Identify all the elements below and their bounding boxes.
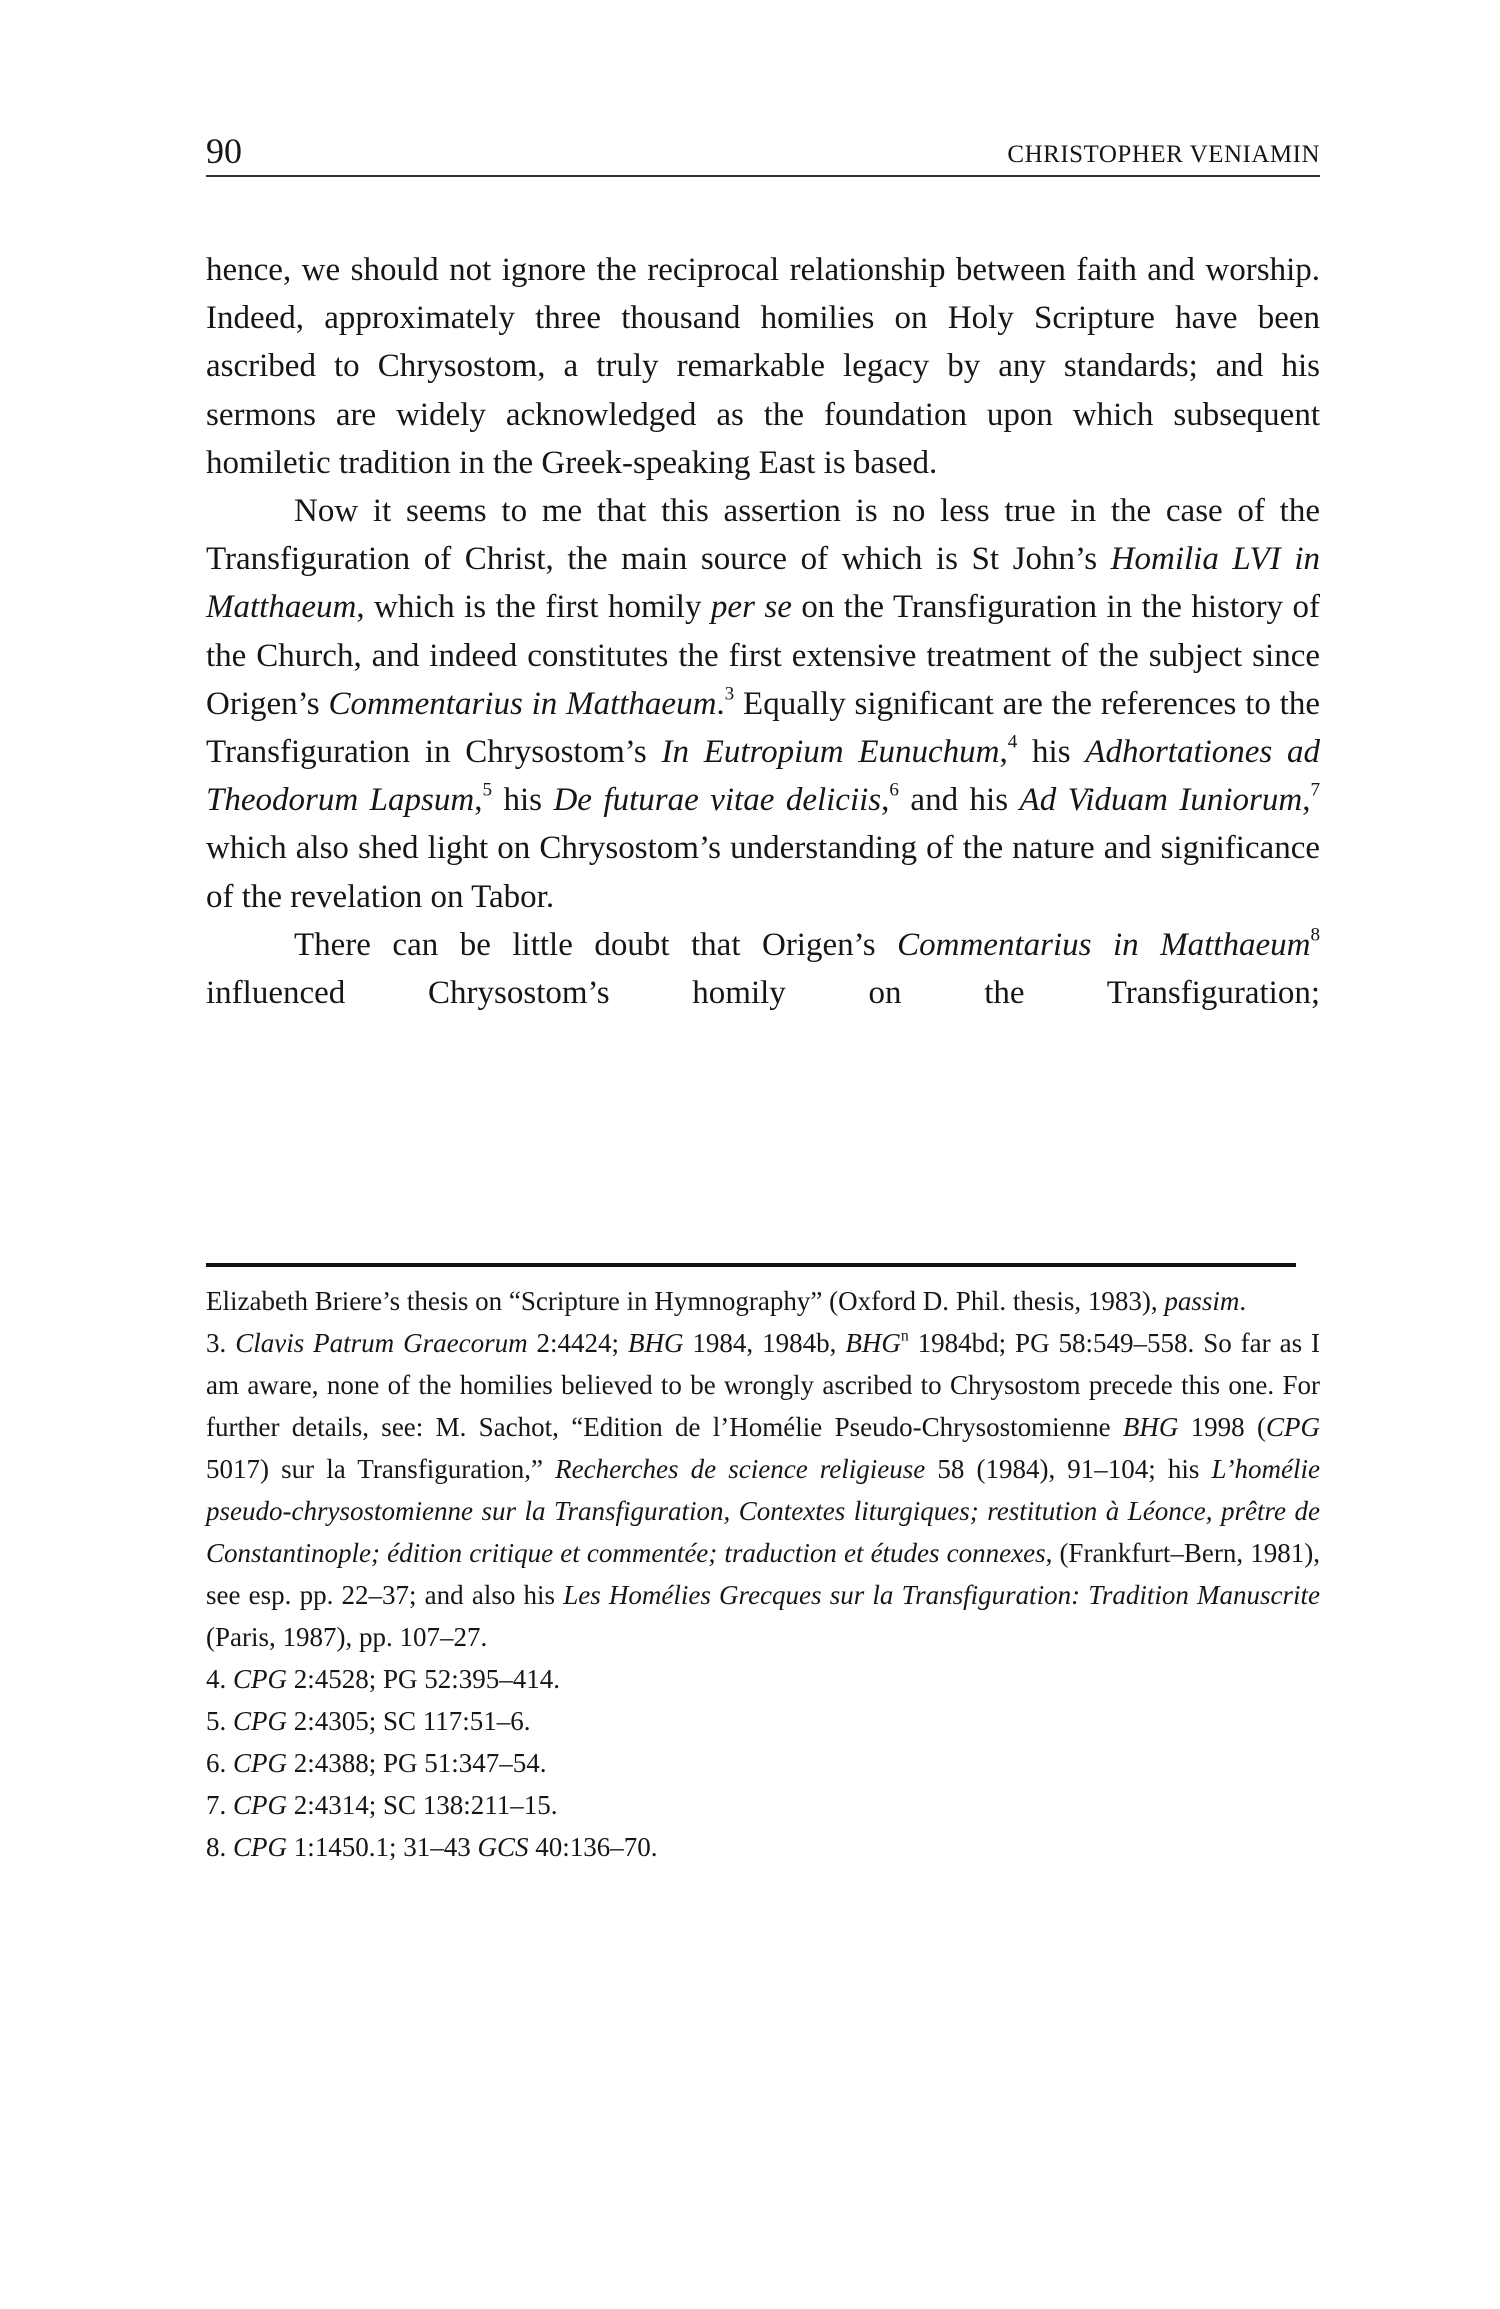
footnote-8: 8. CPG 1:1450.1; 31–43 GCS 40:136–70. bbox=[206, 1832, 658, 1862]
work-title: In Eutropium Eunuchum bbox=[661, 734, 1000, 771]
footnotes bbox=[206, 1280, 1320, 1868]
running-head bbox=[206, 128, 1320, 174]
work-title: Commentarius in Matthaeum bbox=[897, 926, 1311, 963]
footnote-ref-4[interactable]: 4 bbox=[1007, 731, 1018, 753]
footnote-number: 8. bbox=[206, 1832, 233, 1862]
footnote-6: 6. CPG 2:4388; PG 51:347–54. bbox=[206, 1748, 547, 1778]
footnote-ref-5[interactable]: 5 bbox=[482, 779, 492, 801]
work-title: Adhortationes ad Theodorum Lapsum bbox=[206, 734, 1320, 819]
latin-phrase: per se bbox=[710, 589, 792, 626]
footnote-7: 7. CPG 2:4314; SC 138:211–15. bbox=[206, 1790, 558, 1820]
footnote-5: 5. CPG 2:4305; SC 117:51–6. bbox=[206, 1706, 531, 1736]
main-text bbox=[206, 246, 1320, 1017]
work-title: Commentarius in Matthaeum bbox=[328, 685, 717, 722]
paragraph-3: There can be little doubt that Origen’s Commentarius in Matthaeum$^8$ influenced Chrysostom’s homily on the Transfiguration; bbox=[206, 924, 1320, 1012]
footnote-number: 5. bbox=[206, 1706, 233, 1736]
footnote-3: 3. Clavis Patrum Graecorum 2:4424; BHG 1984, 1984b, BHG$^n$ 1984bd; PG 58:549–558. So far as I am aware, none of the homilies believed to be wrongly ascribed to Chrysostom precede this one. For further details, see: M. Sachot, “Edition de l’Homélie Pseudo-Chrysostomienne BHG 1998 (CPG 5017) sur la Transfiguration,” Recherches de science religieuse 58 (1984), 91–104; his L’homélie pseudo-chrysostomienne sur la Transfiguration, Contextes liturgiques; restitution à Léonce, prêtre de Constantinople; édition critique et commentée; traduction et études connexes, (Frankfurt–Bern, 1981), see esp. pp. 22–37; and also his Les Homélies Grecques sur la Transfiguration: Tradition Manuscrite (Paris, 1987), pp. 107–27. bbox=[206, 1327, 1321, 1652]
work-title: Ad Viduam Iuniorum bbox=[1019, 782, 1303, 819]
footnote-ref-6[interactable]: 6 bbox=[889, 779, 899, 801]
footnote-continuation: Elizabeth Briere’s thesis on “Scripture in Hymnography” (Oxford D. Phil. thesis, 1983), passim. bbox=[206, 1286, 1247, 1316]
paragraph-2: Now it seems to me that this assertion is no less true in the case of the Transfiguration of Christ, the main source of which is St John’s Homilia LVI in Matthaeum, which is the first homily per se on the Transfiguration in the history of the Church, and indeed constitutes the first extensive treatment of the subject since Origen’s Commentarius in Matthaeum.$^3$ Equally significant are the references to the Transfiguration in Chrysostom’s In Eutropium Eunuchum,$^4$ his Adhortationes ad Theodorum Lapsum,$^5$ his De futurae vitae deliciis,$^6$ and his Ad Viduam Iuniorum,$^7$ which also shed light on Chrysostom’s understanding of the nature and significance of the revelation on Tabor. bbox=[206, 493, 1321, 915]
running-head-author: CHRISTOPHER VENIAMIN bbox=[1007, 141, 1320, 168]
footnote-ref-8[interactable]: 8 bbox=[1310, 924, 1320, 946]
work-title: Homilia LVI in Matthaeum bbox=[206, 541, 1320, 626]
work-title: De futurae vitae deliciis bbox=[553, 782, 882, 819]
page-number: 90 bbox=[206, 131, 242, 171]
footnote-ref-7[interactable]: 7 bbox=[1310, 779, 1321, 801]
footnote-number: 6. bbox=[206, 1748, 233, 1778]
paragraph-1: hence, we should not ignore the reciprocal relationship between faith and worship. Indeed, approximately three thousand homilies on Holy Scripture have been ascribed to Chrysostom, a truly remarkable legacy by any standards; and his sermons are widely acknowledged as the foundation upon which subsequent homiletic tradition in the Greek-speaking East is based. bbox=[206, 252, 1320, 481]
footnote-rule bbox=[206, 1263, 1296, 1267]
footnote-number: 7. bbox=[206, 1790, 233, 1820]
footnote-number: 3. bbox=[206, 1328, 236, 1358]
header-rule bbox=[206, 175, 1320, 177]
footnote-4: 4. CPG 2:4528; PG 52:395–414. bbox=[206, 1664, 561, 1694]
footnote-ref-3[interactable]: 3 bbox=[724, 683, 735, 705]
footnote-number: 4. bbox=[206, 1664, 233, 1694]
